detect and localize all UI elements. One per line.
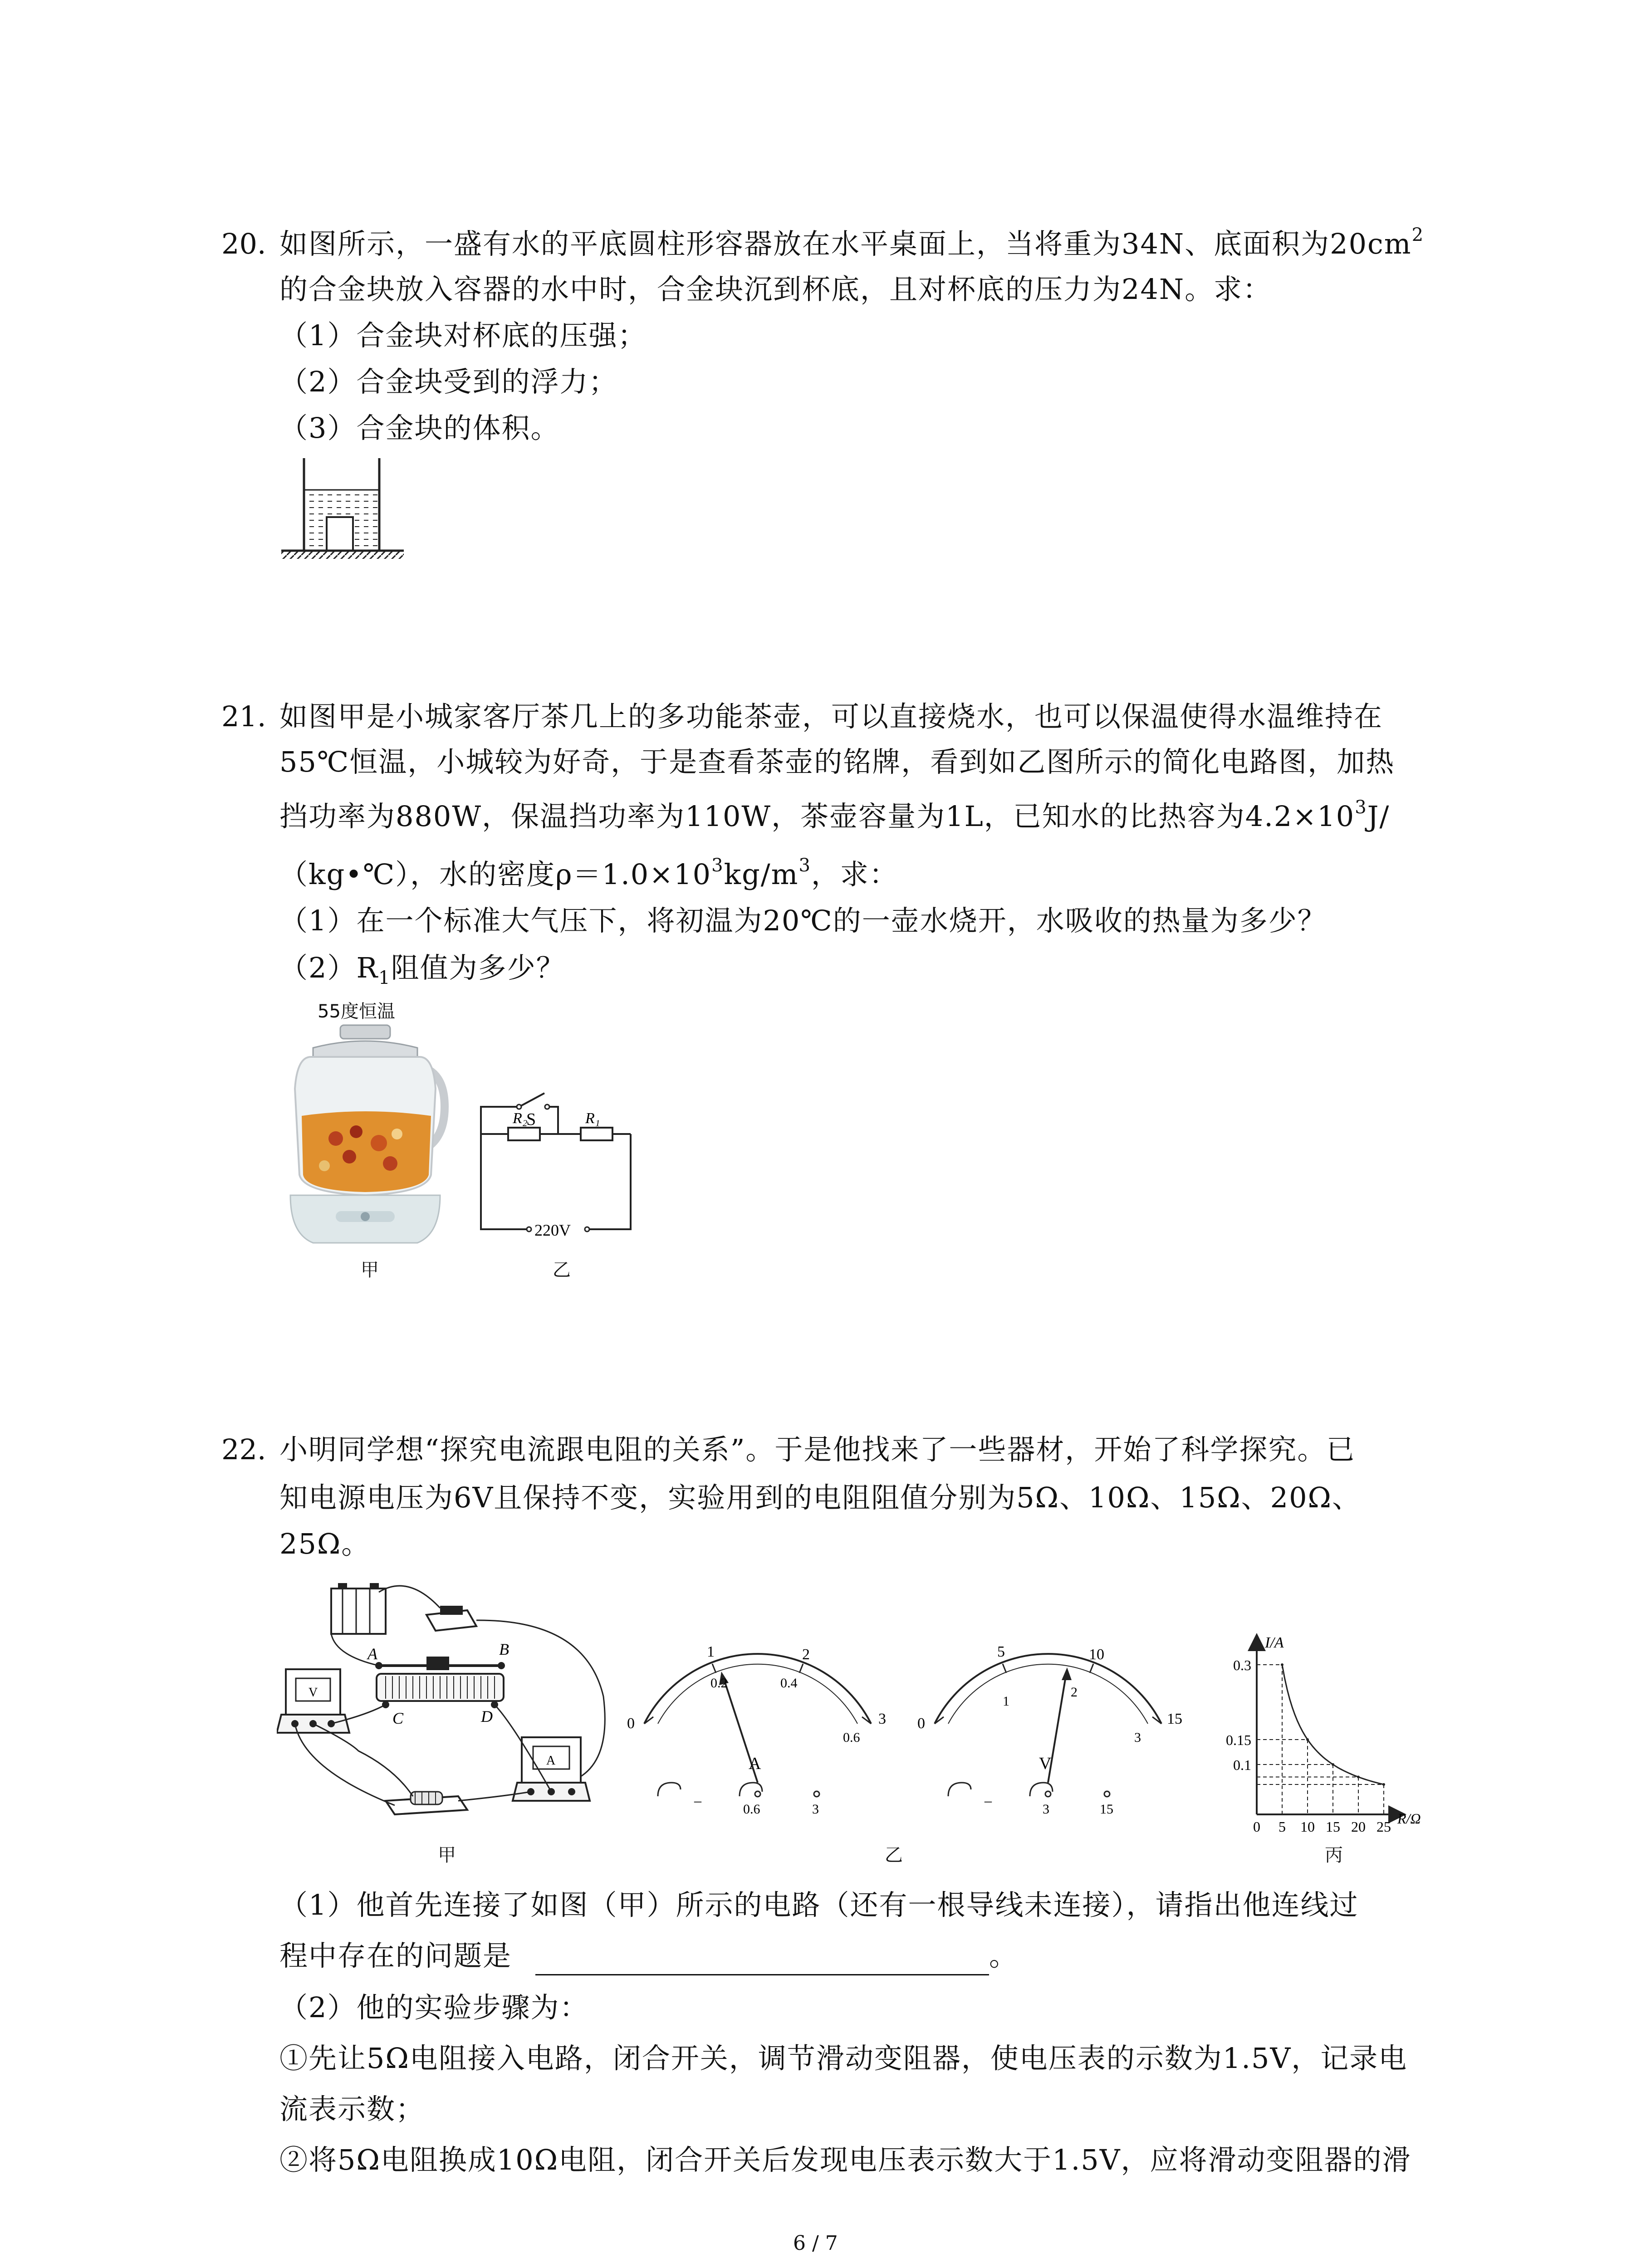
y-tick-0.1: 0.1 [1233, 1757, 1251, 1773]
q22-line2: 知电源电压为6V且保持不变，实验用到的电阻阻值分别为5Ω、10Ω、15Ω、20Ω、 [279, 1481, 1361, 1514]
graph-ylabel: I/A [1265, 1634, 1284, 1651]
q21-sub2: $(2)R_1$阻值为多少？ [279, 951, 565, 988]
ammeter-inner-0.4: 0.4 [780, 1676, 798, 1691]
voltmeter-terminal-3: 3 [1043, 1802, 1049, 1817]
resistor-r1 [581, 1128, 612, 1140]
rheostat-icon [375, 1657, 505, 1708]
q22-line3: 25Ω。 [279, 1527, 371, 1560]
voltmeter-dial-symbol: V [1039, 1754, 1052, 1773]
y-tick-0.15: 0.15 [1226, 1732, 1251, 1748]
ammeter-symbol: A [546, 1754, 556, 1768]
voltmeter-symbol: V [309, 1686, 318, 1700]
ammeter-tick-1: 1 [707, 1643, 715, 1660]
x-tick-0: 0 [1253, 1818, 1260, 1833]
q22-step2-line1: ②将5Ω电阻换成10Ω电阻，闭合开关后发现电压表示数大于1.5V，应将滑动变阻器的滑 [279, 2143, 1411, 2176]
source-label: 220V [534, 1221, 571, 1239]
voltmeter-terminal-15: 15 [1100, 1802, 1113, 1817]
q22-number: 22. [221, 1433, 266, 1466]
x-tick-25: 25 [1376, 1818, 1391, 1833]
q21-sub1: （1）在一个标准大气压下，将初温为20℃的一壶水烧开，水吸收的热量为多少？ [279, 904, 1327, 937]
ammeter-dial-symbol: A [749, 1754, 761, 1773]
r1-label: R₁ [585, 1110, 600, 1127]
x-tick-10: 10 [1300, 1818, 1315, 1833]
data-point-25 [1382, 1783, 1385, 1786]
q20-number: 20. [221, 227, 266, 260]
q20-container-figure [272, 454, 408, 572]
y-tick-0.3: 0.3 [1233, 1657, 1251, 1673]
x-tick-5: 5 [1279, 1818, 1286, 1833]
ammeter-terminal-0.6: 0.6 [743, 1802, 760, 1817]
q22-fig-bing: 丙 [1325, 1845, 1343, 1866]
terminal-a-label: A [367, 1645, 377, 1663]
q21-fig-jia: 甲 [361, 1260, 379, 1281]
kettle-label: 55度恒温 [318, 1001, 395, 1022]
x-tick-15: 15 [1326, 1818, 1340, 1833]
q22-line1: 小明同学想“探究电流跟电阻的关系”。于是他找来了一些器材，开始了科学探究。已 [279, 1433, 1356, 1466]
q21-line4: （kg•℃），水的密度$\rho=1.0\times 10^3kg/m^3$，求： [279, 855, 898, 891]
q20-sub1: （1）合金块对杯底的压强； [279, 319, 647, 352]
data-point-5 [1281, 1663, 1283, 1666]
q21-number: 21. [221, 700, 266, 733]
ammeter-tick-0: 0 [627, 1715, 635, 1732]
q20-line1: 如图所示，一盛有水的平底圆柱形容器放在水平桌面上，当将重为34N、底面积为$20cm^2$ [279, 225, 1425, 260]
switch-label: S [526, 1110, 536, 1129]
voltmeter-tick-10: 10 [1089, 1646, 1104, 1663]
q22-step1-line1: ①先让5Ω电阻接入电路，闭合开关，调节滑动变阻器，使电压表的示数为1.5V，记录电 [279, 2042, 1408, 2075]
q22-step1-line2: 流表示数； [279, 2092, 425, 2126]
q22-p1-line1: （1）他首先连接了如图（甲）所示的电路（还有一根导线未连接），请指出他连线过 [279, 1888, 1359, 1921]
page-number: 6 / 7 [793, 2232, 838, 2255]
ammeter-terminal-neg: – [694, 1792, 701, 1809]
ammeter-tick-2: 2 [802, 1646, 810, 1663]
voltmeter-dial [917, 1643, 1182, 1817]
voltmeter-tick-5: 5 [997, 1643, 1005, 1660]
terminal-b-label: B [499, 1640, 509, 1658]
ammeter-tick-3: 3 [878, 1711, 886, 1727]
ammeter-dial [627, 1643, 886, 1817]
kettle-photo [281, 1021, 454, 1252]
terminal-c-label: C [392, 1709, 404, 1727]
q22-p1-end: 。 [989, 1939, 1019, 1972]
ammeter-terminal-3: 3 [812, 1802, 819, 1817]
voltmeter-inner-3: 3 [1134, 1730, 1141, 1745]
battery-icon [331, 1583, 386, 1634]
switch-s [521, 1093, 544, 1106]
q22-ir-graph [1198, 1633, 1452, 1833]
q22-apparatus-figure [277, 1579, 622, 1828]
data-point-15 [1332, 1763, 1334, 1766]
x-tick-20: 20 [1351, 1818, 1366, 1833]
q21-fig-yi: 乙 [553, 1260, 571, 1281]
q21-line1: 如图甲是小城家客厅茶几上的多功能茶壶，可以直接烧水，也可以保温使得水温维持在 [279, 700, 1383, 733]
answer-blank[interactable] [535, 1974, 989, 1975]
q22-p1-line2: 程中存在的问题是 [279, 1939, 512, 1972]
voltmeter-terminal-neg: – [985, 1792, 992, 1809]
q22-meters-figure [626, 1633, 1193, 1823]
data-point-20 [1357, 1776, 1360, 1779]
q21-line2: 55℃恒温，小城较为好奇，于是查看茶壶的铭牌，看到如乙图所示的简化电路图，加热 [279, 745, 1395, 778]
q20-sub2: （2）合金块受到的浮力； [279, 365, 618, 398]
r2-label: R₂ [513, 1110, 528, 1127]
voltmeter-icon [277, 1669, 349, 1733]
q20-sub3: （3）合金块的体积。 [279, 411, 560, 445]
q22-fig-jia: 甲 [438, 1845, 456, 1866]
resistor-on-board-icon [386, 1792, 467, 1814]
q21-line3: 挡功率为880W，保温挡功率为110W，茶壶容量为1L，已知水的比热容为$4.2\times 10^3J/$ [279, 797, 1390, 833]
q22-fig-yi: 乙 [885, 1845, 903, 1866]
voltmeter-inner-1: 1 [1003, 1694, 1009, 1709]
circuit-diagram [467, 1084, 649, 1247]
q22-p2: （2）他的实验步骤为： [279, 1991, 589, 2024]
voltmeter-inner-2: 2 [1071, 1685, 1078, 1700]
table-surface [281, 551, 404, 559]
ammeter-inner-0.2: 0.2 [710, 1676, 728, 1691]
q20-line2: 的合金块放入容器的水中时，合金块沉到杯底，且对杯底的压力为24N。求： [279, 273, 1272, 306]
resistor-r2 [508, 1128, 540, 1140]
voltmeter-tick-0: 0 [917, 1715, 925, 1732]
graph-xlabel: R/Ω [1397, 1810, 1421, 1827]
terminal-d-label: D [481, 1707, 493, 1725]
voltmeter-tick-15: 15 [1167, 1711, 1182, 1727]
alloy-block [327, 517, 353, 551]
data-point-10 [1306, 1738, 1309, 1741]
ammeter-inner-0.6: 0.6 [843, 1730, 860, 1745]
switch-icon [426, 1606, 476, 1631]
